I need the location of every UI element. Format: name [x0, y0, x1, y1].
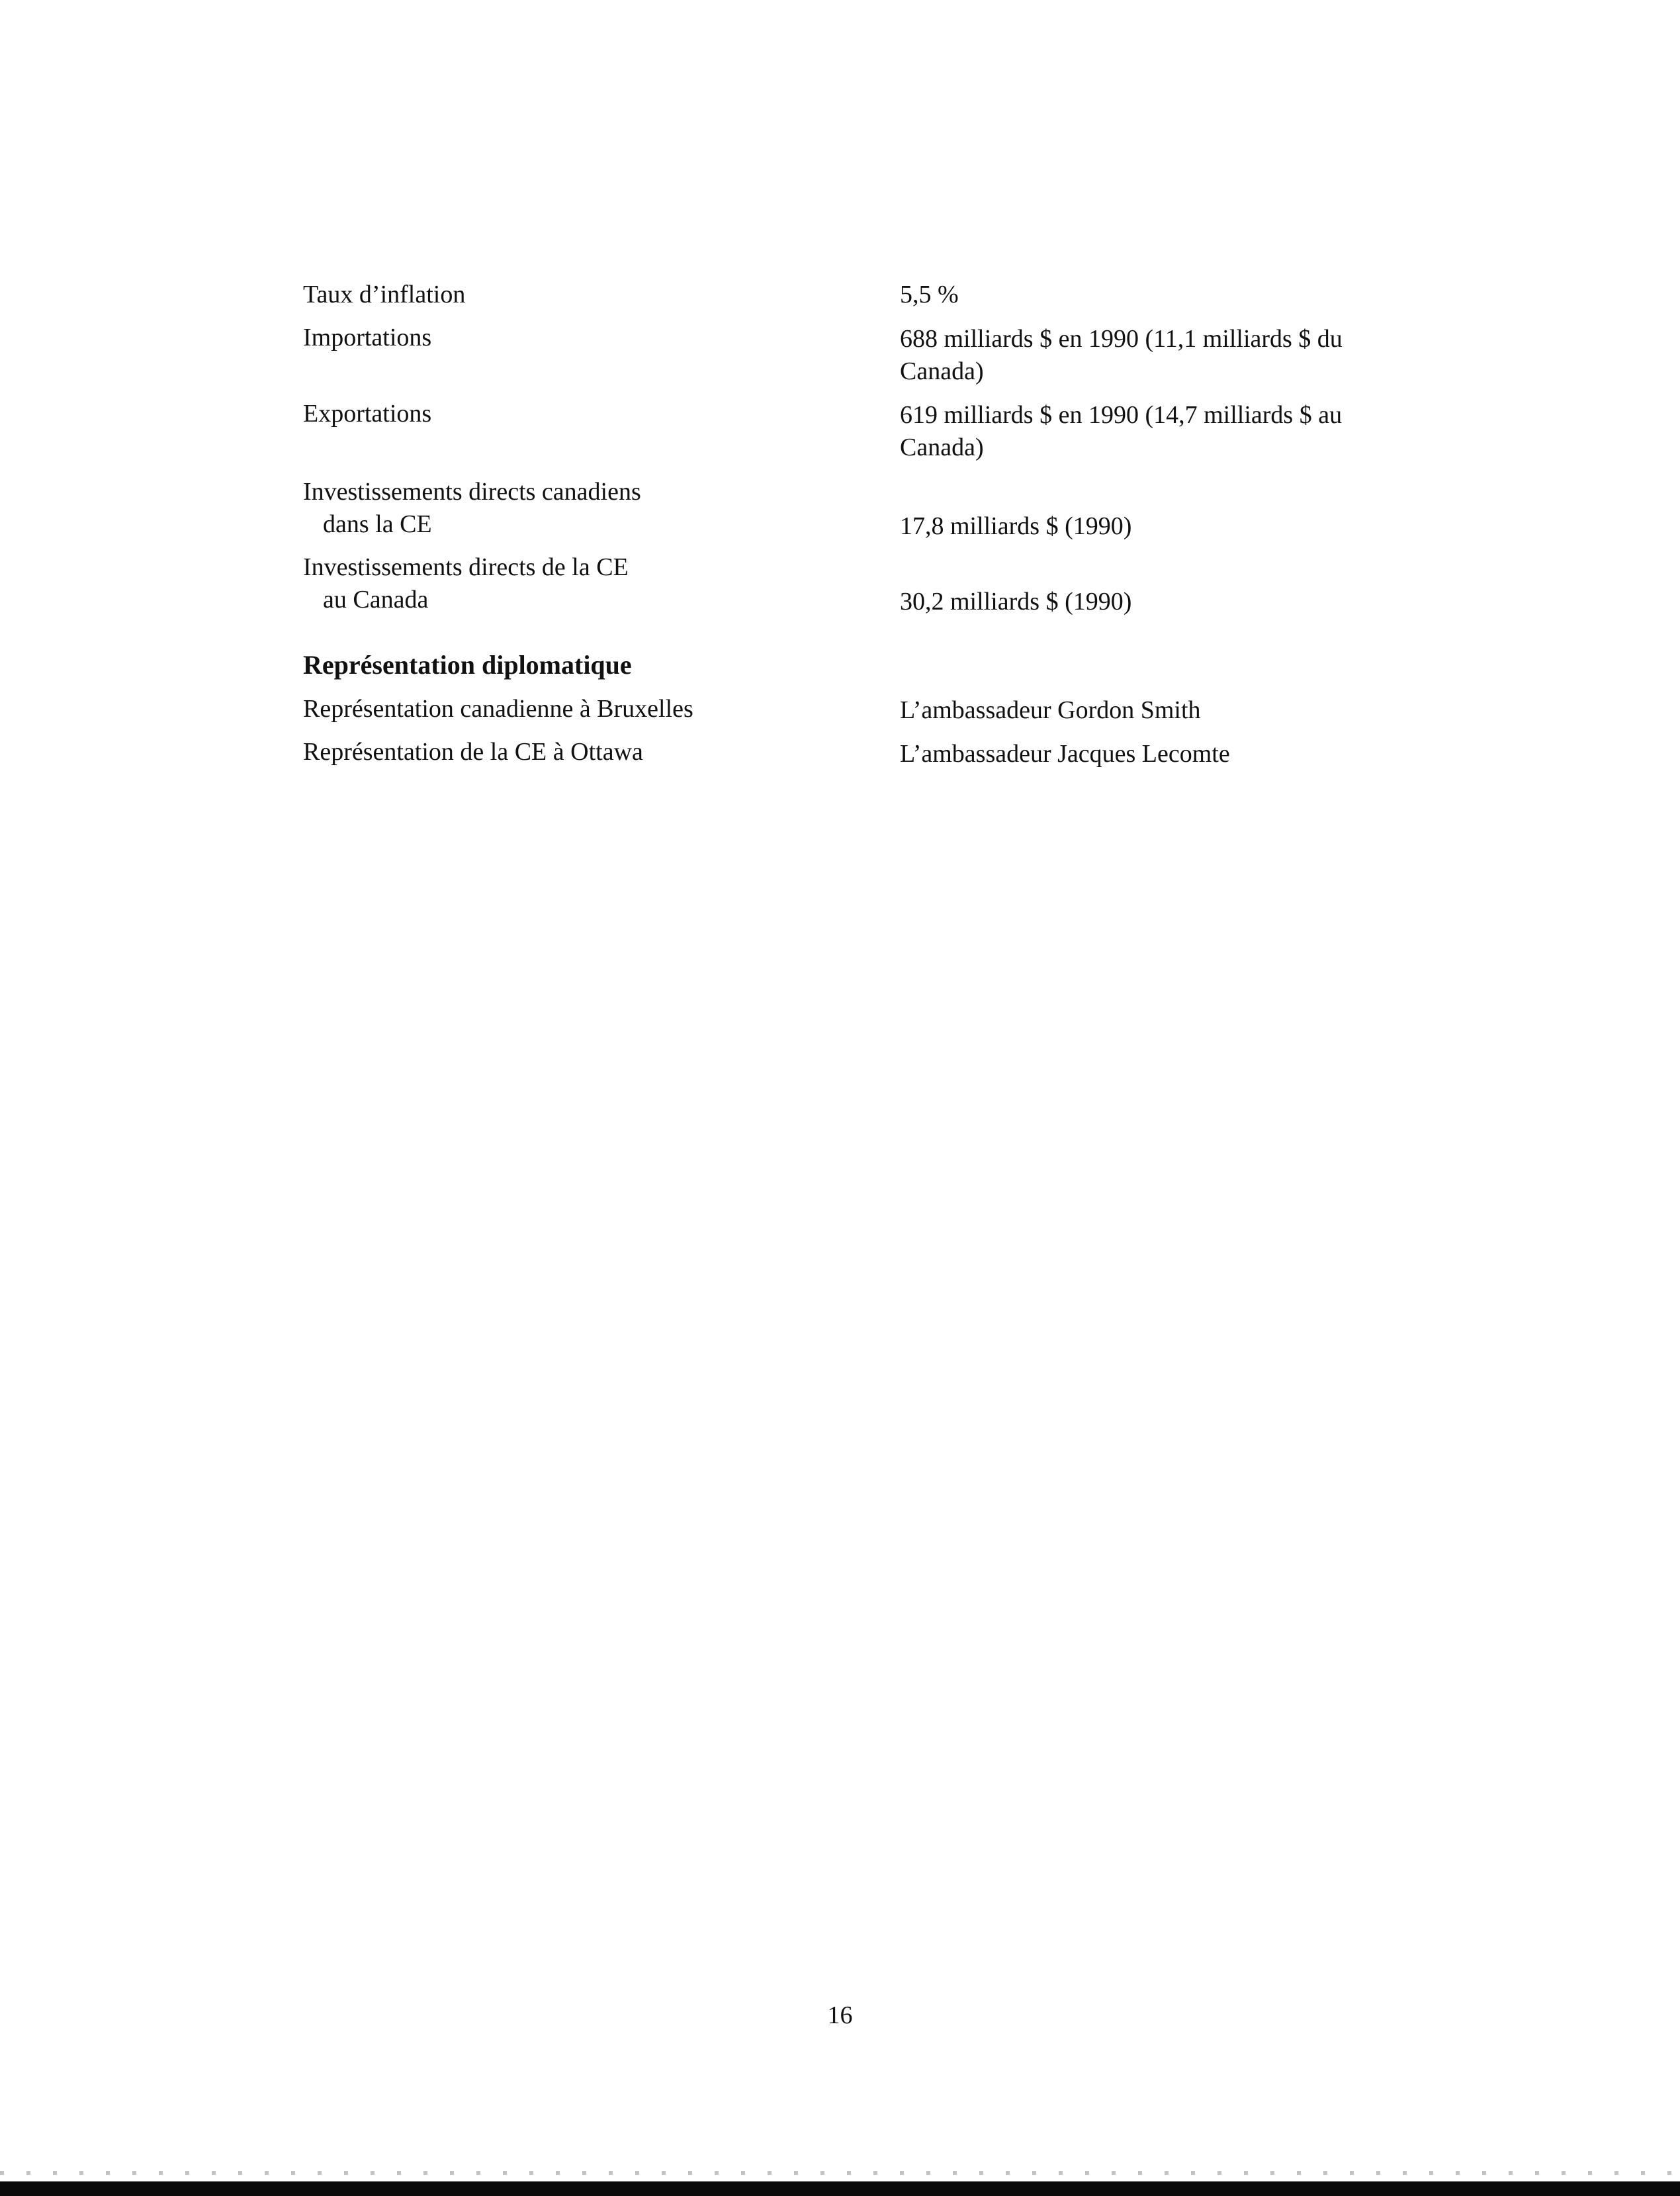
row-value-line1: 619 milliards $ en 1990 (14,7 milliards $ au	[900, 401, 1343, 429]
row-value: 5,5 %	[900, 281, 959, 308]
row-label-line1: Investissements directs de la CE	[303, 553, 629, 581]
row-value: 30,2 milliards $ (1990)	[900, 588, 1132, 616]
page-number: 16	[827, 2001, 853, 2029]
row-value: L’ambassadeur Jacques Lecomte	[900, 740, 1230, 768]
row-label: Représentation de la CE à Ottawa	[303, 738, 643, 766]
row-value-line2: Canada)	[900, 434, 984, 461]
row-value-line2: Canada)	[900, 357, 984, 385]
row-label: Taux d’inflation	[303, 281, 466, 308]
row-label-line1: Investissements directs canadiens	[303, 478, 641, 506]
scan-noise	[0, 2171, 1680, 2175]
section-heading: Représentation diplomatique	[303, 650, 632, 680]
row-value: L’ambassadeur Gordon Smith	[900, 696, 1201, 724]
row-label: Exportations	[303, 400, 432, 428]
row-value-line1: 688 milliards $ en 1990 (11,1 milliards $ du	[900, 325, 1343, 353]
row-value: 17,8 milliards $ (1990)	[900, 512, 1132, 540]
row-label-line2: au Canada	[323, 586, 429, 614]
scan-edge-band	[0, 2181, 1680, 2196]
row-label-line2: dans la CE	[323, 510, 432, 538]
row-label: Importations	[303, 324, 432, 351]
row-label: Représentation canadienne à Bruxelles	[303, 695, 693, 723]
